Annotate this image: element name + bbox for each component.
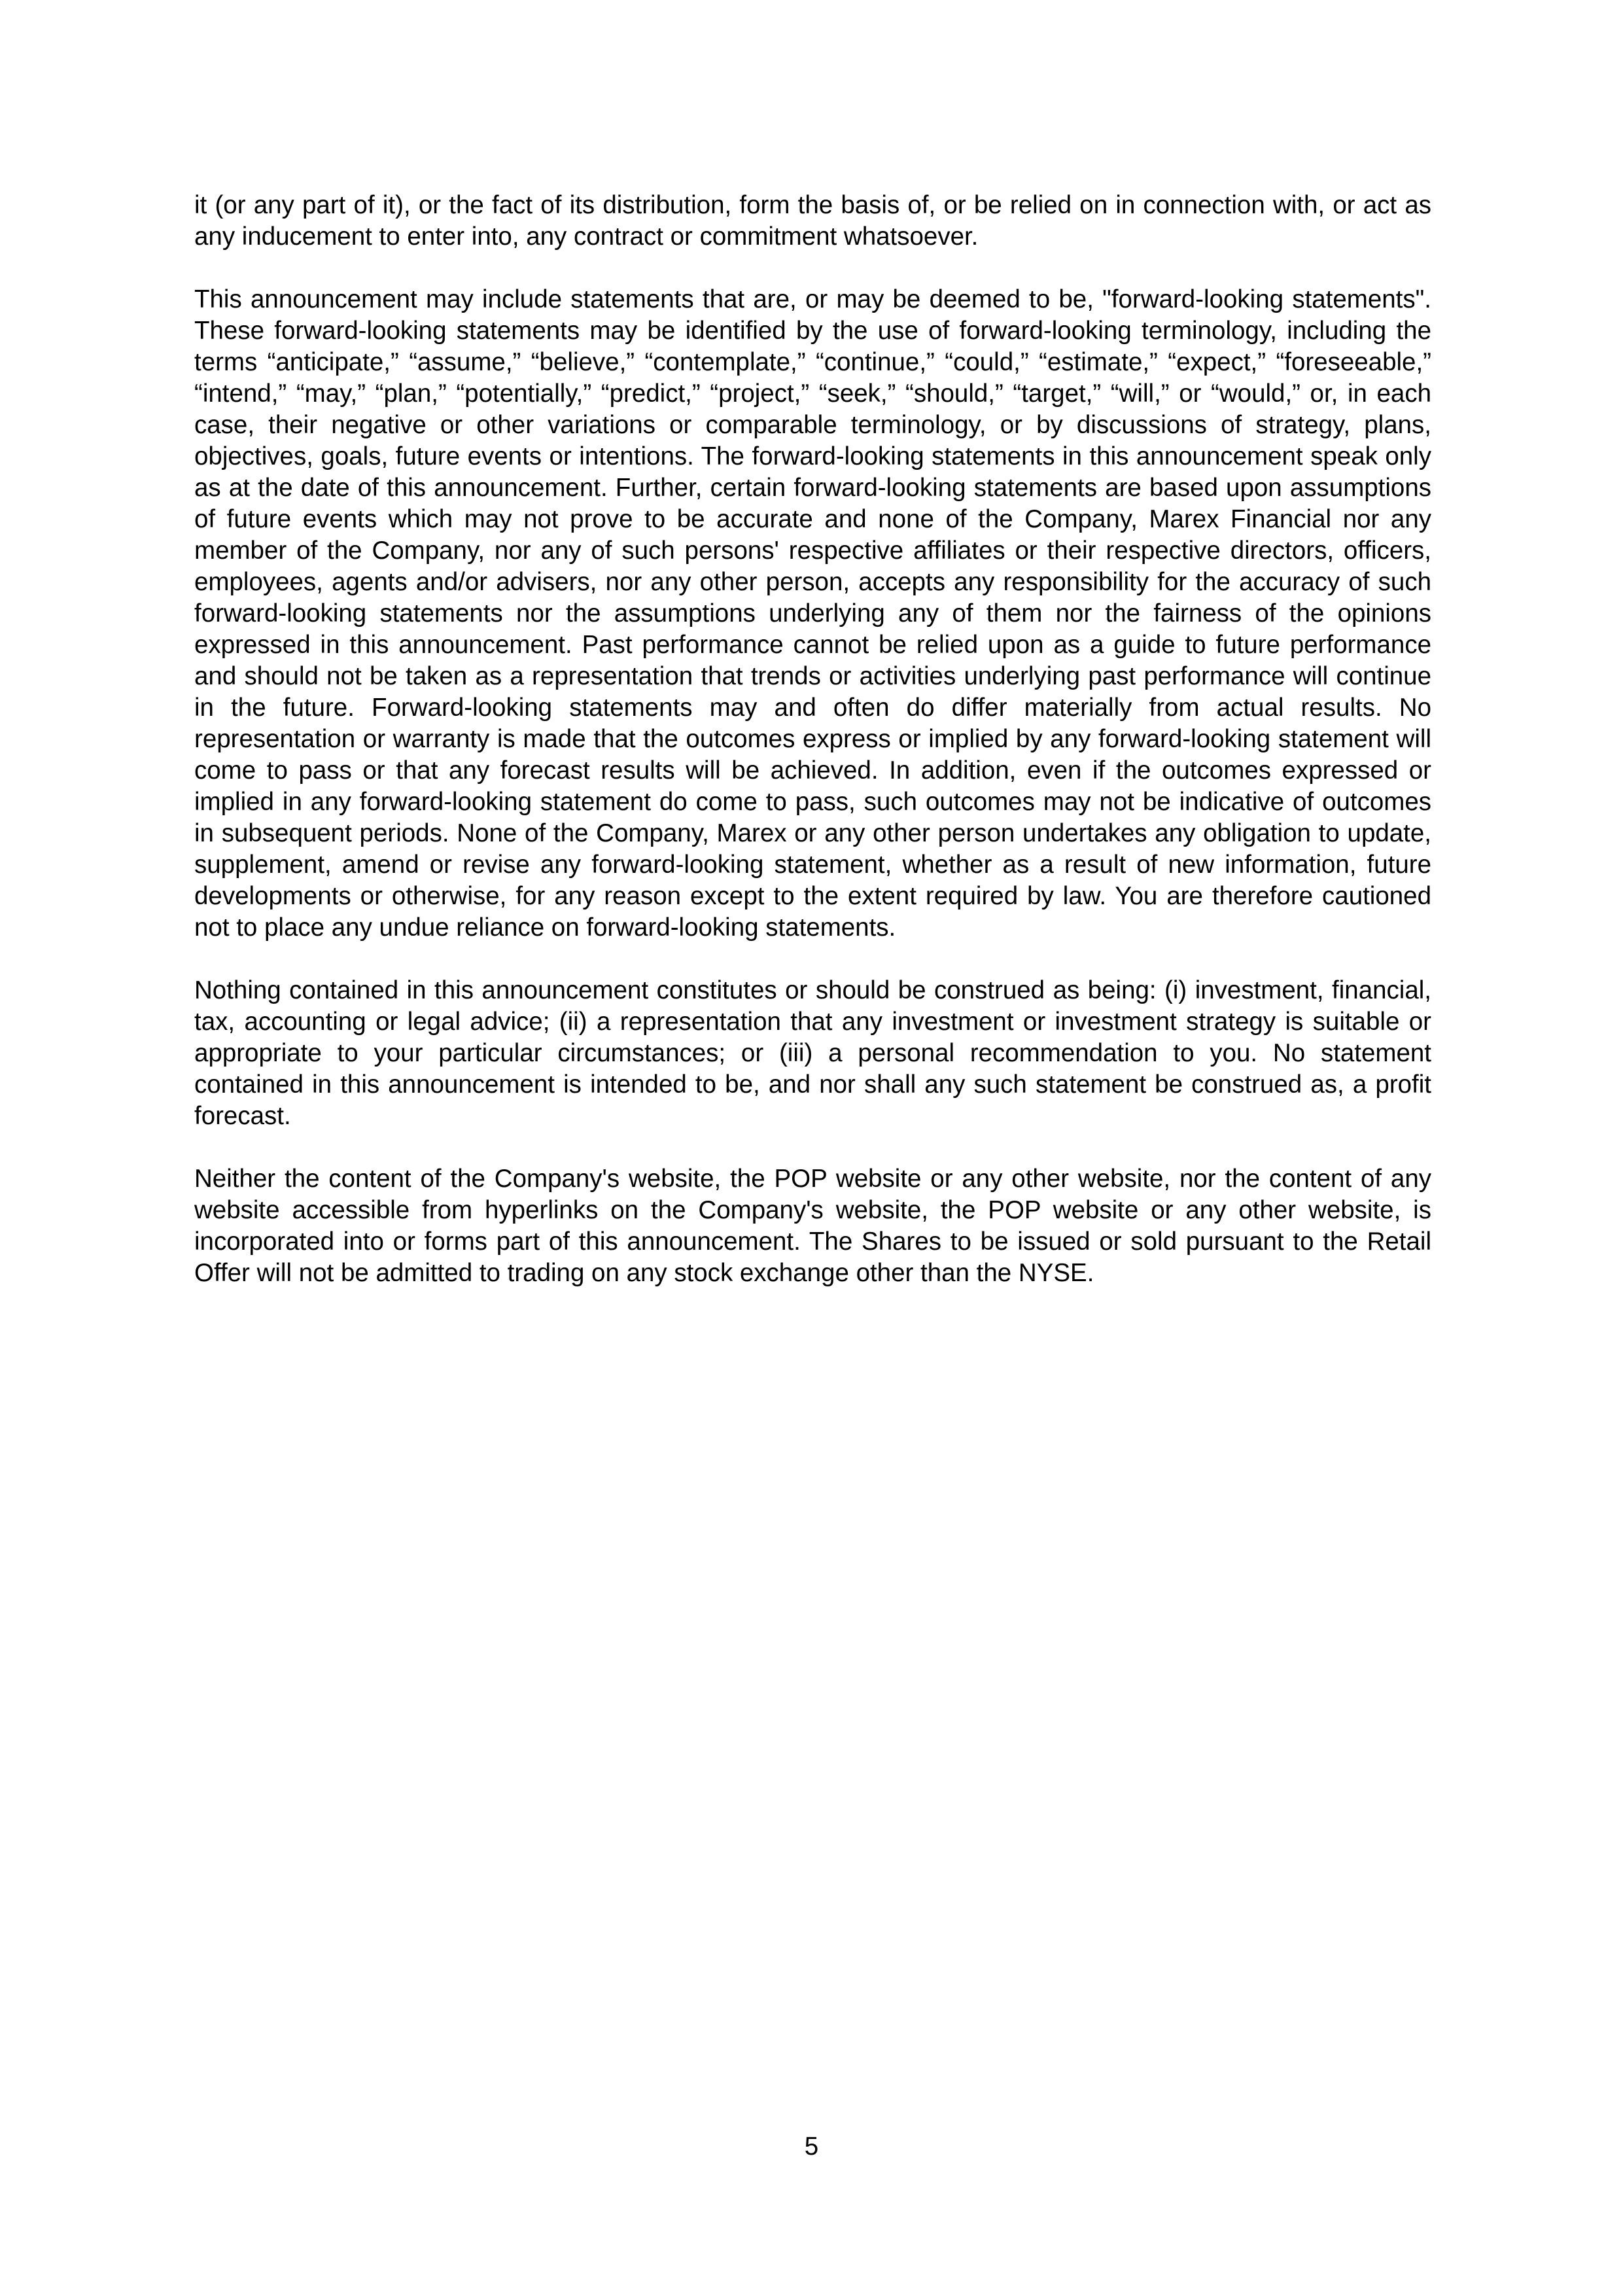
paragraph-forward-looking-statements: This announcement may include statements that are, or may be deemed to be, "forward-looking statements". These forward-looking statements may be identified by the use of forward-looking terminology, including the terms “anticipate,” “assume,” “believe,” “contemplate,” “continue,” “could,” “estimate,” “expect,” “foreseeable,” “intend,” “may,” “plan,” “potentially,” “predict,” “project,” “seek,” “should,” “target,” “will,” or “would,” or, in each case, their negative or other variations or comparable terminology, or by discussions of strategy, plans, objectives, goals, future events or intentions. The forward-looking statements in this announcement speak only as at the date of this announcement. Further, certain forward-looking statements are based upon assumptions of future events which may not prove to be accurate and none of the Company, Marex Financial nor any member of the Company, nor any of such persons' respective affiliates or their respective directors, officers, employees, agents and/or advisers, nor any other person, accepts any responsibility for the accuracy of such forward-looking statements nor the assumptions underlying any of them nor the fairness of the opinions expressed in this announcement. Past performance cannot be relied upon as a guide to future performance and should not be taken as a representation that trends or activities underlying past performance will continue in the future. Forward-looking statements may and often do differ materially from actual results. No representation or warranty is made that the outcomes express or implied by any forward-looking statement will come to pass or that any forecast results will be achieved. In addition, even if the outcomes expressed or implied in any forward-looking statement do come to pass, such outcomes may not be indicative of outcomes in subsequent periods. None of the Company, Marex or any other person undertakes any obligation to update, supplement, amend or revise any forward-looking statement, whether as a result of new information, future developments or otherwise, for any reason except to the extent required by law. You are therefore cautioned not to place any undue reliance on forward-looking statements. — [194, 285, 1431, 942]
paragraph-no-advice: Nothing contained in this announcement constitutes or should be construed as being: (i) investment, financial, tax, accounting or legal advice; (ii) a representation that any investment or investment strategy is suitable or appropriate to your particular circumstances; or (iii) a personal recommendation to you. No statement contained in this announcement is intended to be, and nor shall any such statement be construed as, a profit forecast. — [194, 976, 1431, 1130]
document-body — [194, 190, 1431, 1320]
paragraph-website-content: Neither the content of the Company's website, the POP website or any other website, nor the content of any website accessible from hyperlinks on the Company's website, the POP website or any other website, is incorporated into or forms part of this announcement. The Shares to be issued or sold pursuant to the Retail Offer will not be admitted to trading on any stock exchange other than the NYSE. — [194, 1165, 1431, 1287]
paragraph-distribution-reliance: it (or any part of it), or the fact of its distribution, form the basis of, or be relied on in connection with, or act as any inducement to enter into, any contract or commitment whatsoever. — [194, 191, 1431, 251]
page-number: 5 — [804, 2132, 819, 2161]
